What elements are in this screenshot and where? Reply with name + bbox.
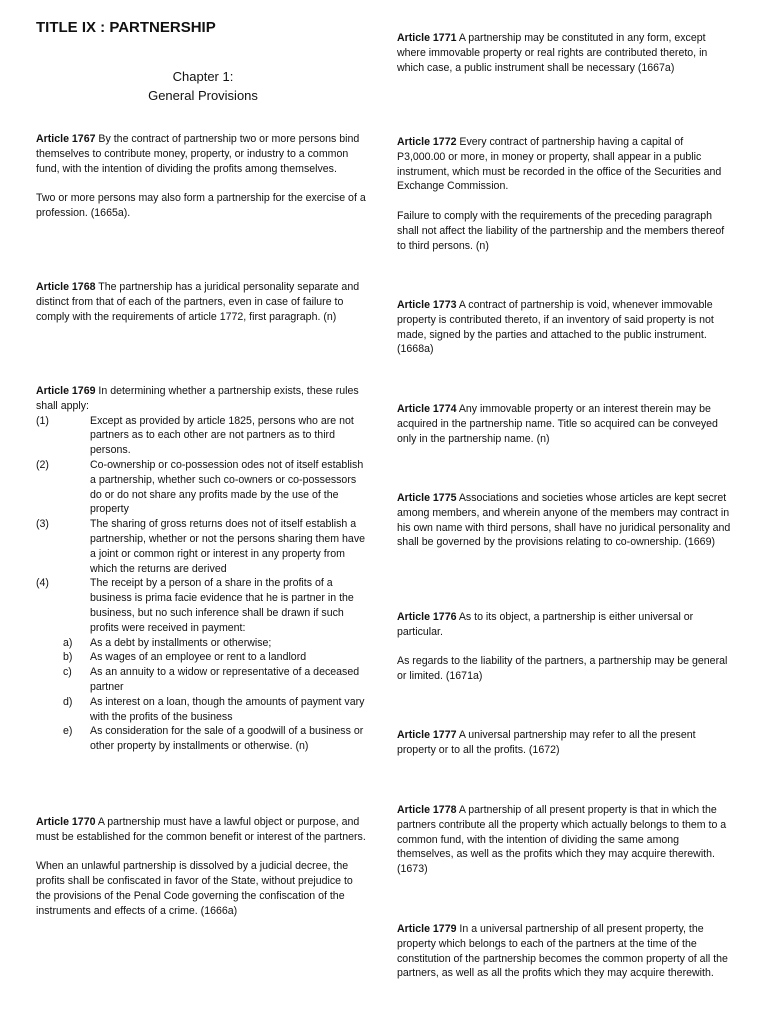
article-number: Article 1767	[36, 133, 96, 145]
article-1770	[36, 815, 370, 919]
article-text: Every contract of partnership having a capital of P3,000.00 or more, in money or property, shall appear in a public instrument, which must be recorded in the office of the Securities and Exchange Commission.	[397, 136, 722, 193]
article-text: A partnership must have a lawful object or purpose, and must be established for the common benefit or interest of the partners.	[36, 816, 366, 843]
article-1779-p1	[397, 922, 732, 981]
article-1774	[397, 402, 732, 446]
article-1769-p1	[36, 384, 370, 414]
chapter-heading	[36, 67, 370, 105]
article-1776	[397, 610, 732, 684]
article-1771	[397, 31, 732, 75]
article-number: Article 1775	[397, 492, 457, 504]
article-1779	[397, 922, 732, 981]
article-1777	[397, 728, 732, 758]
article-1767-p2: Two or more persons may also form a partnership for the exercise of a profession. (1665a).	[36, 192, 366, 219]
article-1776-p2: As regards to the liability of the partners, a partnership may be general or limited. (1671a)	[397, 655, 728, 683]
article-1775	[397, 491, 732, 550]
sub-list-item	[63, 665, 370, 695]
sub-item-text: As a debt by installments or otherwise;	[90, 636, 272, 649]
article-number: Article 1778	[397, 804, 457, 816]
article-1773-p1	[397, 298, 732, 357]
list-item	[36, 414, 370, 458]
sub-list-item	[63, 724, 370, 754]
article-1772-p2: Failure to comply with the requirements of the preceding paragraph shall not affect the liability of the partnership and the members thereof to third persons. (n)	[397, 209, 725, 252]
sub-item-text: As interest on a loan, though the amounts of payment vary with the profits of the business	[90, 695, 365, 723]
list-item-text: Except as provided by article 1825, persons who are not partners as to each other are not partners as to third persons.	[90, 414, 354, 457]
article-1777-p1	[397, 728, 732, 758]
article-1774-p1	[397, 402, 732, 446]
article-1768	[36, 280, 370, 324]
article-text: In a universal partnership of all present property, the property which belongs to each of the partners at the time of the constitution of the partnership becomes the common property of all the partners, as well as all the profits which they may acquire therewith.	[397, 923, 728, 980]
sub-list-item	[63, 695, 370, 725]
article-number: Article 1777	[397, 729, 457, 741]
sub-marker: b)	[63, 651, 73, 664]
article-1773	[397, 298, 732, 357]
article-text: Any immovable property or an interest therein may be acquired in the partnership name. Title so acquired can be conveyed only in the partnership name. (n)	[397, 403, 718, 445]
article-1770-p1	[36, 815, 370, 845]
article-number: Article 1769	[36, 385, 96, 397]
article-1767	[36, 132, 370, 221]
article-1772-p1	[397, 135, 732, 194]
sub-list-item	[63, 636, 370, 651]
sub-marker: d)	[63, 695, 73, 708]
chapter-title: General Provisions	[148, 88, 258, 103]
list-marker: (4)	[36, 577, 49, 590]
rules-list	[36, 414, 370, 754]
list-marker: (2)	[36, 458, 49, 471]
article-1768-p1	[36, 280, 370, 324]
article-text: By the contract of partnership two or more persons bind themselves to contribute money, property, or industry to a common fund, with the intention of dividing the profits among themselves.	[36, 133, 360, 175]
list-item-text: The sharing of gross returns does not of itself establish a partnership, whether or not the persons sharing them have a joint or common right or interest in any property from which the returns are derived	[90, 518, 366, 575]
article-1769	[36, 384, 370, 754]
sub-marker: a)	[63, 636, 73, 649]
article-1770-p2: When an unlawful partnership is dissolved by a judicial decree, the profits shall be confiscated in favor of the State, without prejudice to the provisions of the Penal Code governing the confiscation of the instruments and effects of a crime. (1666a)	[36, 860, 353, 917]
article-1775-p1	[397, 491, 732, 550]
article-number: Article 1768	[36, 281, 96, 293]
sub-marker: e)	[63, 725, 73, 738]
chapter-number: Chapter 1:	[172, 69, 234, 84]
article-1778	[397, 803, 732, 877]
list-item-text: Co-ownership or co-possession odes not of itself establish a partnership, whether such co-owners or co-possessors do or do not share any profits made by the use of the property	[90, 458, 364, 516]
article-number: Article 1774	[397, 403, 457, 415]
sub-item-text: As wages of an employee or rent to a landlord	[90, 651, 307, 664]
article-text: As to its object, a partnership is either universal or particular.	[397, 611, 694, 638]
article-number: Article 1770	[36, 816, 96, 828]
article-1771-p1	[397, 31, 732, 75]
article-text: A partnership may be constituted in any form, except where immovable property or real rights are contributed thereto, in which case, a public instrument shall be necessary (1667a)	[397, 32, 708, 74]
article-text: In determining whether a partnership exists, these rules shall apply:	[36, 385, 359, 412]
list-item	[36, 576, 370, 754]
article-1778-p1	[397, 803, 732, 877]
list-item	[36, 458, 370, 517]
article-text: A universal partnership may refer to all the present property or to all the profits. (1672)	[397, 729, 696, 756]
article-number: Article 1773	[397, 299, 457, 311]
list-item	[36, 517, 370, 576]
article-number: Article 1772	[397, 136, 457, 148]
article-text: The partnership has a juridical personality separate and distinct from that of each of the partners, even in case of failure to comply with the requirements of article 1772, first paragraph. (n)	[36, 281, 360, 323]
article-text: A partnership of all present property is that in which the partners contribute all the property which actually belongs to them to a common fund, with the intention of dividing the same among themselves, as well as the profits which they may acquire therewith. (1673)	[397, 804, 727, 876]
sub-list	[63, 636, 370, 754]
list-item-text: The receipt by a person of a share in the profits of a business is prima facie evidence that he is partner in the business, but no such inference shall be drawn if such profits were received in payment:	[90, 577, 354, 634]
list-marker: (1)	[36, 414, 49, 427]
article-number: Article 1779	[397, 923, 457, 935]
article-1776-p1	[397, 610, 732, 640]
sub-list-item	[63, 650, 370, 665]
sub-marker: c)	[63, 666, 72, 679]
document-title: TITLE IX : PARTNERSHIP	[36, 19, 216, 36]
article-text: A contract of partnership is void, whenever immovable property is contributed thereto, if an inventory of said property is not made, signed by the parties and attached to the public instrument. (1668a)	[397, 299, 714, 356]
sub-item-text: As an annuity to a widow or representative of a deceased partner	[90, 666, 360, 693]
sub-item-text: As consideration for the sale of a goodwill of a business or other property by installments or otherwise. (n)	[90, 725, 364, 753]
list-marker: (3)	[36, 518, 49, 531]
article-text: Associations and societies whose articles are kept secret among members, and wherein anyone of the members may contract in his own name with third persons, shall have no juridical personality and shall be governed by the provisions relating to co-ownership. (1669)	[397, 492, 731, 549]
article-number: Article 1771	[397, 32, 457, 44]
article-1767-p1	[36, 132, 370, 176]
article-1772	[397, 135, 732, 253]
article-number: Article 1776	[397, 611, 457, 623]
